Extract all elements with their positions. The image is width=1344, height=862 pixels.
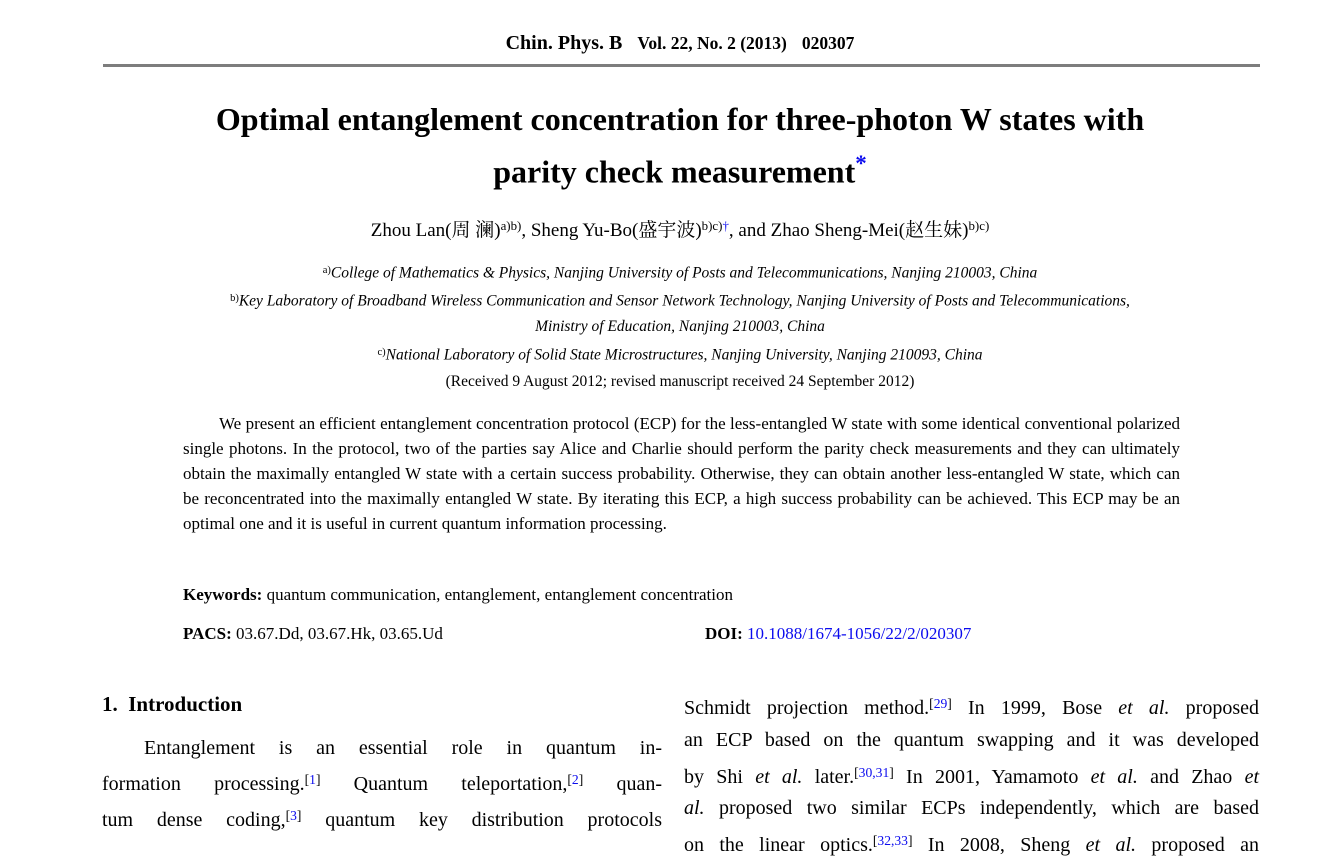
- corresponding-author-dagger[interactable]: †: [722, 218, 729, 233]
- text-run: b): [230, 293, 239, 305]
- text-run: tum dense coding,: [102, 809, 286, 832]
- text-run: ]: [907, 833, 913, 849]
- citation-ref[interactable]: 3: [290, 808, 297, 824]
- text-line: [16, 314, 1344, 339]
- text-run: [: [304, 772, 310, 787]
- text-line: [684, 688, 1259, 725]
- text-run: Schmidt projection method.: [684, 697, 930, 720]
- text-run: al.: [684, 797, 705, 820]
- paper-page: [16, 0, 1344, 857]
- text-run: Keywords:: [183, 585, 263, 604]
- text-run: quantum key distribution protocols: [301, 809, 662, 832]
- text-run: et al.: [1085, 834, 1137, 857]
- intro-right-column: [684, 688, 1259, 862]
- text-run: proposed two similar ECPs independently, which are based: [704, 797, 1259, 820]
- text-run: by Shi: [684, 765, 756, 788]
- text-run: Zhou Lan(周 澜): [370, 219, 501, 241]
- citation-ref[interactable]: 2: [571, 772, 579, 787]
- journal-header: [16, 30, 1344, 56]
- text-run: Entanglement is an essential role in quantum in-: [144, 737, 662, 759]
- text-run: PACS:: [183, 624, 232, 643]
- paper-title: [16, 97, 1344, 194]
- text-line: [16, 258, 1344, 286]
- text-run: et al.: [755, 765, 803, 788]
- text-line: [684, 793, 1259, 825]
- text-line: [102, 733, 662, 764]
- citation-ref[interactable]: 29: [933, 696, 948, 711]
- text-run: ]: [947, 696, 952, 711]
- text-run: Key Laboratory of Broadband Wireless Communication and Sensor Network Technology, Nanjing University of Posts and Telecommunications,: [238, 292, 1130, 310]
- text-run: quan-: [583, 773, 662, 796]
- pacs-line: [183, 624, 443, 643]
- text-run: In 1999, Bose: [951, 697, 1119, 720]
- text-run: on the linear optics.: [684, 834, 873, 857]
- text-line: [102, 764, 662, 800]
- intro-left-column: [102, 733, 662, 836]
- text-run: In 2001, Yamamoto: [893, 765, 1091, 788]
- text-run: Chin. Phys. B: [505, 32, 623, 54]
- text-run: an ECP based on the quantum swapping and it was developed: [684, 728, 1259, 751]
- text-run: ]: [315, 772, 321, 787]
- header-rule: [103, 64, 1260, 67]
- text-run: quantum communication, entanglement, entanglement concentration: [262, 585, 733, 604]
- section-heading-introduction: 1. Introduction: [102, 692, 243, 716]
- text-run: Ministry of Education, Nanjing 210003, China: [535, 318, 825, 336]
- doi-line: [705, 622, 971, 646]
- text-run: proposed: [1169, 697, 1260, 720]
- text-run: a)b): [500, 218, 522, 233]
- citation-ref[interactable]: 1: [309, 772, 316, 787]
- text-run: [: [567, 772, 572, 787]
- citation-ref[interactable]: 30,31: [858, 764, 890, 780]
- text-run: ]: [889, 764, 894, 780]
- text-run: , Sheng Yu-Bo(盛宇波): [521, 219, 702, 241]
- affiliations-block: [16, 258, 1344, 368]
- text-run: Quantum teleportation,: [320, 773, 568, 796]
- text-run: [: [854, 764, 859, 780]
- title-footnote-star[interactable]: *: [855, 150, 867, 176]
- paper-title-line2: [16, 141, 1344, 194]
- text-run: National Laboratory of Solid State Microstructures, Nanjing University, Nanjing 210093, China: [385, 346, 983, 364]
- text-line: [684, 757, 1259, 794]
- text-run: c): [377, 346, 386, 358]
- text-run: et al.: [1090, 765, 1138, 788]
- text-run: and Zhao: [1137, 765, 1245, 788]
- abstract-paragraph: We present an efficient entanglement concentration protocol (ECP) for the less-entangled W state with some identical conventional polarized single photons. In the protocol, two of the parties say Alice and Charlie should perform the parity check measurements and they can ultimately obtain the maximally entangled W state with a certain success probability. Otherwise, they can obtain another less-entangled W state, which can be reconcentrated into the maximally entangled W state. By iterating this ECP, a high success probability can be achieved. This ECP may be an optimal one and it is useful in current quantum information processing.: [183, 414, 1180, 533]
- text-run: a): [322, 265, 331, 276]
- text-run: et: [1244, 765, 1259, 788]
- text-run: , and Zhao Sheng-Mei(赵生妹): [728, 219, 969, 241]
- authors-line: [16, 213, 1344, 244]
- text-run: ]: [296, 808, 302, 824]
- text-line: [684, 825, 1259, 862]
- paper-title-line1: Optimal entanglement concentration for three-photon W states with: [215, 101, 1145, 137]
- text-run: Vol. 22, No. 2 (2013): [637, 33, 787, 53]
- pacs-doi-row: [183, 622, 1180, 646]
- doi-link[interactable]: 10.1088/1674-1056/22/2/020307: [747, 624, 972, 643]
- text-run: 020307: [801, 33, 855, 53]
- text-run: [: [872, 833, 878, 849]
- text-run: [: [929, 696, 934, 711]
- text-run: In 2008, Sheng: [912, 834, 1086, 857]
- received-line: (Received 9 August 2012; revised manuscript received 24 September 2012): [445, 373, 915, 390]
- text-run: et al.: [1118, 697, 1170, 720]
- text-run: b)c): [701, 218, 723, 233]
- text-line: [16, 286, 1344, 314]
- text-line: [102, 800, 662, 836]
- text-run: 03.67.Dd, 03.67.Hk, 03.65.Ud: [231, 624, 443, 643]
- text-run: later.: [802, 765, 855, 788]
- text-run: formation processing.: [102, 773, 305, 796]
- text-line: [684, 725, 1259, 757]
- text-run: ]: [578, 772, 584, 787]
- text-run: b)c): [968, 218, 990, 233]
- keywords-line: [183, 583, 1180, 607]
- text-run: proposed an: [1136, 834, 1259, 857]
- text-line: [16, 340, 1344, 368]
- text-run: parity check measurement: [493, 153, 856, 190]
- citation-ref[interactable]: 32,33: [877, 833, 908, 849]
- text-run: DOI:: [705, 624, 743, 643]
- text-run: [: [285, 808, 291, 824]
- text-run: College of Mathematics & Physics, Nanjing University of Posts and Telecommunications, Nanjing 210003, China: [330, 264, 1038, 282]
